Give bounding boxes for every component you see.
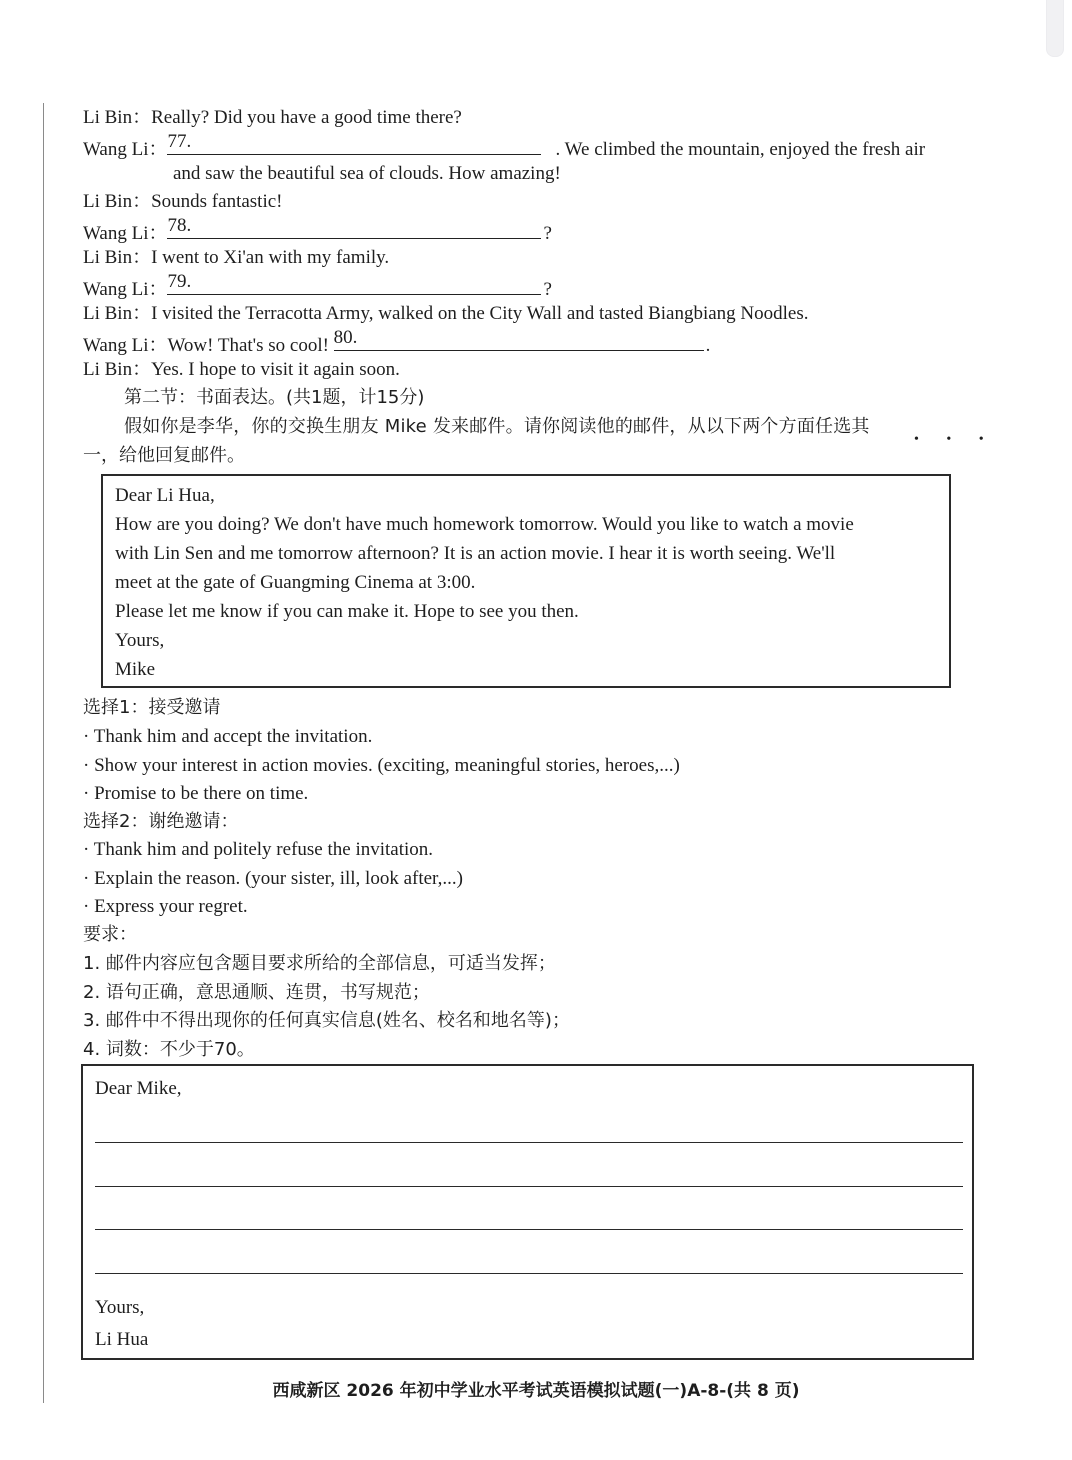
- answer-writing-box[interactable]: [81, 1064, 974, 1360]
- requirements-title: 要求：: [83, 924, 137, 945]
- dialogue-text: .: [705, 335, 711, 356]
- answer-blank-79[interactable]: [167, 271, 541, 295]
- scrollbar-thumb[interactable]: [1046, 0, 1064, 57]
- email-body-line: with Lin Sen and me tomorrow afternoon? It is an action movie. I hear it is worth seeing. We'll: [115, 543, 836, 564]
- dialogue-line: [83, 106, 462, 130]
- email-signature: Mike: [115, 659, 156, 680]
- dialogue-text: I went to Xi'an with my family.: [151, 247, 390, 268]
- dialogue-continuation: and saw the beautiful sea of clouds. How amazing!: [173, 163, 561, 184]
- question-number: 77.: [167, 131, 192, 152]
- dialogue-text: I visited the Terracotta Army, walked on the City Wall and tasted Biangbiang Noodles.: [151, 303, 809, 324]
- dialogue-line: [83, 246, 389, 270]
- option-2-bullet: · Explain the reason. (your sister, ill, look after,...): [83, 868, 463, 889]
- speaker-label: Wang Li：: [83, 335, 168, 356]
- email-body-line: Please let me know if you can make it. Hope to see you then.: [115, 601, 579, 622]
- dialogue-text: ?: [543, 223, 552, 244]
- question-number: 78.: [167, 215, 192, 236]
- dialogue-line-78: [83, 215, 552, 246]
- dialogue-line: [83, 302, 809, 326]
- email-body-line: meet at the gate of Guangming Cinema at 3:00.: [115, 572, 476, 593]
- question-number: 80.: [333, 327, 358, 348]
- speaker-label: Li Bin：: [83, 247, 152, 268]
- writing-line[interactable]: [95, 1229, 963, 1230]
- answer-closing: Yours,: [95, 1297, 145, 1318]
- answer-greeting: Dear Mike,: [95, 1078, 182, 1099]
- speaker-label: Li Bin：: [83, 107, 152, 128]
- dialogue-text: Wow! That's so cool!: [167, 335, 334, 356]
- dialogue-text: Yes. I hope to visit it again soon.: [151, 359, 400, 380]
- dialogue-line: [83, 190, 283, 214]
- answer-blank-78[interactable]: [167, 215, 541, 239]
- dialogue-text: Sounds fantastic!: [151, 191, 283, 212]
- option-1-bullet: · Thank him and accept the invitation.: [83, 726, 373, 747]
- option-2-title: 选择2：谢绝邀请：: [83, 811, 239, 832]
- answer-signature: Li Hua: [95, 1329, 149, 1350]
- email-body-line: How are you doing? We don't have much homework tomorrow. Would you like to watch a movie: [115, 514, 854, 535]
- section-instruction-cont: 一，给他回复邮件。: [83, 445, 245, 466]
- writing-line[interactable]: [95, 1142, 963, 1143]
- writing-line[interactable]: [95, 1273, 963, 1274]
- requirement-item: 1. 邮件内容应包含题目要求所给的全部信息，可适当发挥；: [83, 953, 556, 974]
- answer-blank-77[interactable]: [167, 131, 541, 155]
- email-closing: Yours,: [115, 630, 165, 651]
- section-instruction: 假如你是李华，你的交换生朋友 Mike 发来邮件。请你阅读他的邮件，从以下两个方面任选其: [124, 416, 870, 437]
- dialogue-line-79: [83, 271, 552, 302]
- prompt-email-box: [101, 474, 951, 688]
- speaker-label: Wang Li：: [83, 223, 168, 244]
- email-greeting: Dear Li Hua,: [115, 485, 215, 506]
- speaker-label: Li Bin：: [83, 191, 152, 212]
- option-1-bullet: · Promise to be there on time.: [83, 783, 309, 804]
- option-2-bullet: · Express your regret.: [83, 896, 248, 917]
- dialogue-text: Really? Did you have a good time there?: [151, 107, 462, 128]
- dialogue-line-77: [83, 131, 926, 162]
- speaker-label: Li Bin：: [83, 359, 152, 380]
- dialogue-line: [83, 358, 400, 382]
- option-1-title: 选择1：接受邀请: [83, 697, 221, 718]
- requirement-item: 2. 语句正确，意思通顺、连贯，书写规范；: [83, 982, 430, 1003]
- page-footer: 西咸新区 2026 年初中学业水平考试英语模拟试题(一)A-8-(共 8 页): [272, 1381, 800, 1401]
- question-number: 79.: [167, 271, 192, 292]
- page-margin-rule: [43, 103, 44, 1403]
- dialogue-text: . We climbed the mountain, enjoyed the fresh air: [555, 139, 926, 160]
- answer-blank-80[interactable]: [333, 327, 704, 351]
- option-1-bullet: · Show your interest in action movies. (exciting, meaningful stories, heroes,...): [83, 755, 680, 776]
- speaker-label: Wang Li：: [83, 139, 168, 160]
- requirement-item: 4. 词数：不少于70。: [83, 1039, 255, 1060]
- emphasis-marks: • • •: [914, 432, 996, 447]
- speaker-label: Li Bin：: [83, 303, 152, 324]
- section-heading: 第二节：书面表达。(共1题，计15分): [124, 387, 425, 408]
- dialogue-text: ?: [543, 279, 552, 300]
- writing-line[interactable]: [95, 1186, 963, 1187]
- speaker-label: Wang Li：: [83, 279, 168, 300]
- dialogue-line-80: [83, 327, 711, 358]
- requirement-item: 3. 邮件中不得出现你的任何真实信息(姓名、校名和地名等)；: [83, 1010, 570, 1031]
- option-2-bullet: · Thank him and politely refuse the invitation.: [83, 839, 434, 860]
